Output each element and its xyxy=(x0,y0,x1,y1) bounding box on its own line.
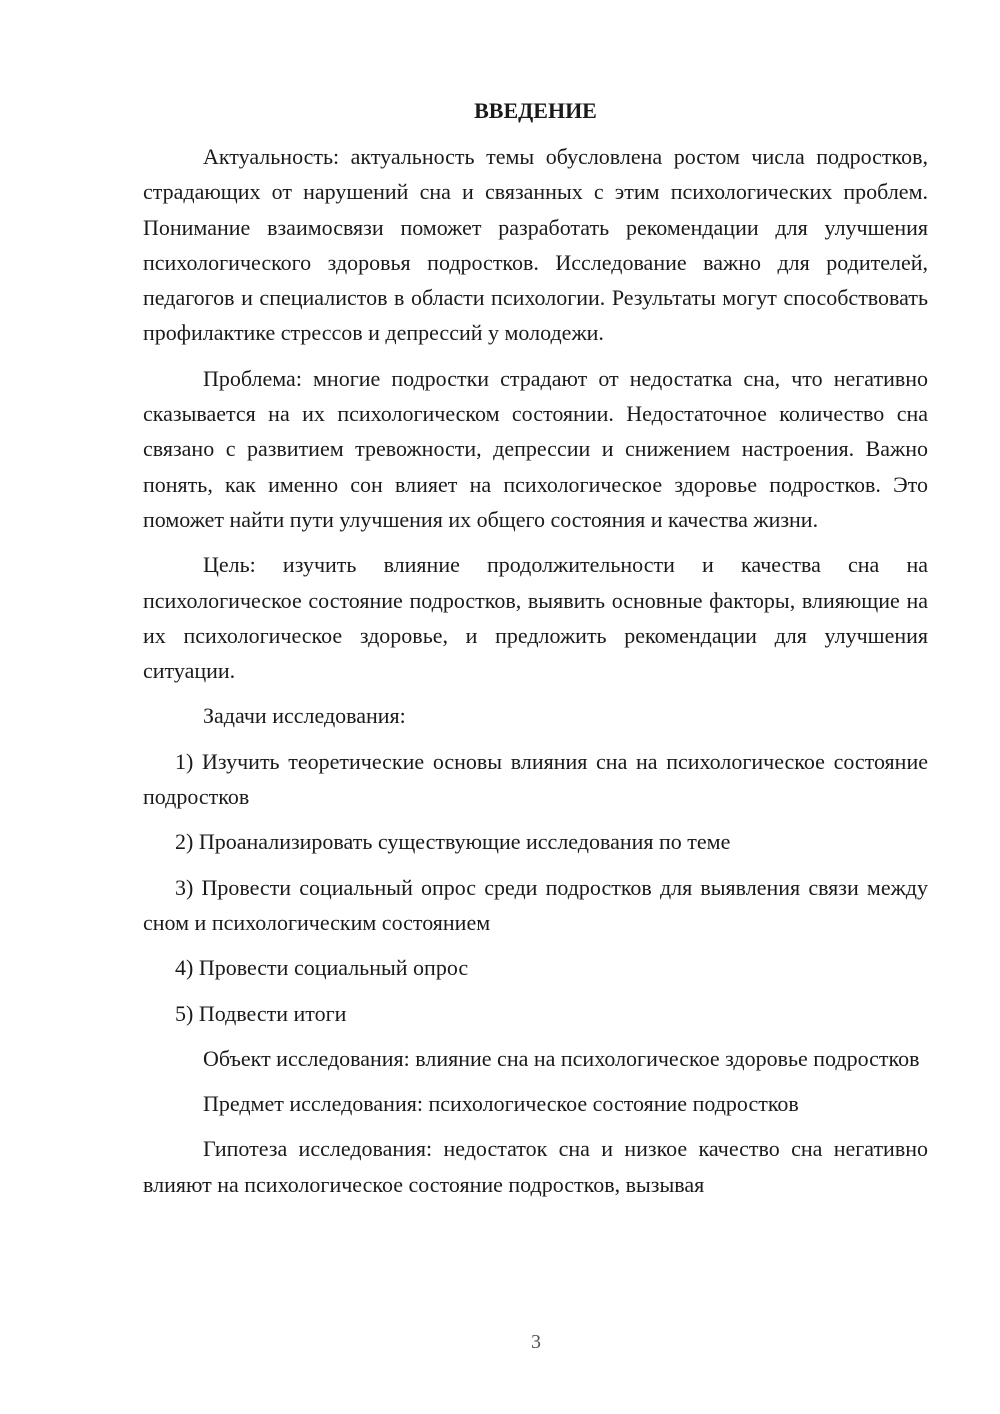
paragraph-goal: Цель: изучить влияние продолжительности и качества сна на психологическое состояние подростков, выявить основные факторы, влияющие на их психологическое здоровье, и предложить рекомендации для улучшения ситуации. xyxy=(143,552,928,684)
task-item-2: 2) Проанализировать существующие исследования по теме xyxy=(175,829,731,855)
paragraph-hypothesis: Гипотеза исследования: недостаток сна и низкое качество сна негативно влияют на психологическое состояние подростков, вызывая xyxy=(143,1136,928,1197)
page-number: 3 xyxy=(531,1331,541,1353)
paragraph-subject: Предмет исследования: психологическое состояние подростков xyxy=(203,1091,799,1117)
task-item-4: 4) Провести социальный опрос xyxy=(175,955,469,981)
task-item-5: 5) Подвести итоги xyxy=(175,1000,347,1026)
document-page xyxy=(143,95,928,1212)
paragraph-object: Объект исследования: влияние сна на психологическое здоровье подростков xyxy=(203,1045,920,1071)
task-item-3: 3) Провести социальный опрос среди подростков для выявления связи между сном и психологическим состоянием xyxy=(143,874,928,935)
section-title: ВВЕДЕНИЕ xyxy=(474,98,597,123)
tasks-heading: Задачи исследования: xyxy=(203,703,406,729)
paragraph-relevance: Актуальность: актуальность темы обусловлена ростом числа подростков, страдающих от нарушений сна и связанных с этим психологических проблем. Понимание взаимосвязи поможет разработать рекомендации для улучшения психологического здоровья подростков. Исследование важно для родителей, педагогов и специалистов в области психологии. Результаты могут способствовать профилактике стрессов и депрессий у молодежи. xyxy=(143,144,928,346)
paragraph-problem: Проблема: многие подростки страдают от недостатка сна, что негативно сказывается на их психологическом состоянии. Недостаточное количество сна связано с развитием тревожности, депрессии и снижением настроения. Важно понять, как именно сон влияет на психологическое здоровье подростков. Это поможет найти пути улучшения их общего состояния и качества жизни. xyxy=(143,365,928,532)
task-item-1: 1) Изучить теоретические основы влияния сна на психологическое состояние подростков xyxy=(143,748,928,810)
